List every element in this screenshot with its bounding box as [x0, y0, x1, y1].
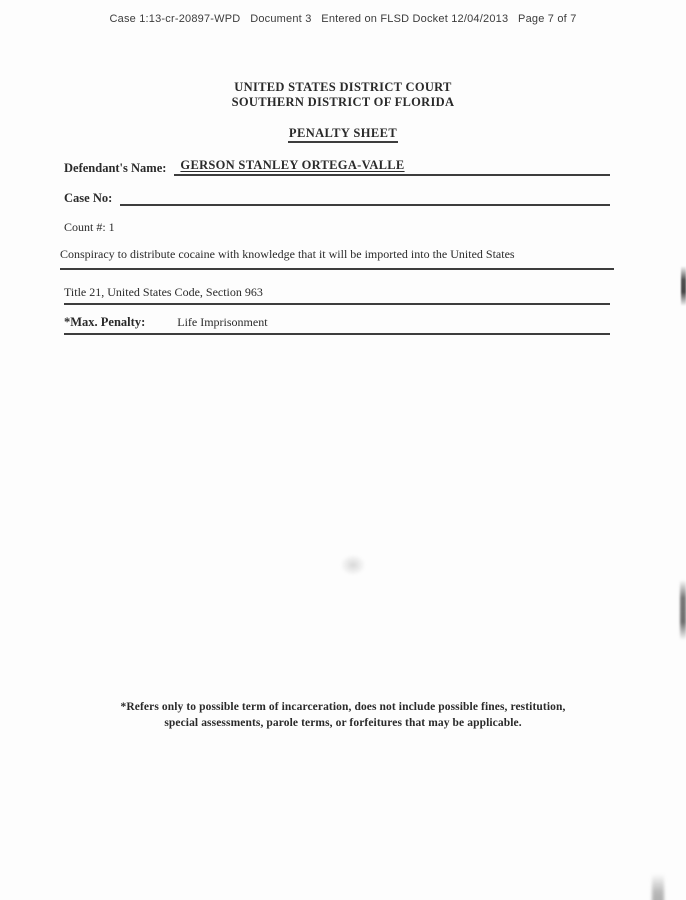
court-title — [0, 80, 686, 109]
scan-edge-artifact-bottom — [652, 874, 664, 900]
statute-citation-line: Title 21, United States Code, Section 963 — [64, 285, 610, 305]
scan-edge-artifact-middle — [680, 580, 686, 640]
max-penalty-label: *Max. Penalty: — [64, 315, 146, 329]
case-no-row — [64, 188, 610, 206]
defendant-name-row — [64, 158, 610, 176]
defendant-name-value: GERSON STANLEY ORTEGA-VALLE — [180, 158, 405, 172]
court-name-line1: UNITED STATES DISTRICT COURT — [234, 80, 452, 94]
scan-edge-artifact-upper — [681, 266, 686, 306]
document-title: PENALTY SHEET — [288, 126, 398, 143]
scan-smudge-artifact — [336, 551, 370, 579]
defendant-name-line — [174, 158, 610, 176]
penalty-footnote — [0, 699, 686, 731]
footnote-line1: *Refers only to possible term of incarceration, does not include possible fines, restitution, — [120, 701, 566, 713]
charge-description-line: Conspiracy to distribute cocaine with knowledge that it will be imported into the United States — [60, 247, 614, 270]
max-penalty-value: Life Imprisonment — [177, 315, 268, 329]
case-no-label: Case No: — [64, 191, 113, 205]
case-docket-stamp: Case 1:13-cr-20897-WPD Document 3 Entered on FLSD Docket 12/04/2013 Page 7 of 7 — [109, 13, 577, 25]
document-title-block — [0, 124, 686, 142]
case-no-line — [120, 188, 610, 206]
footnote-line2: special assessments, parole terms, or forfeitures that may be applicable. — [164, 717, 522, 729]
defendant-name-label: Defendant's Name: — [64, 161, 167, 175]
max-penalty-row — [64, 315, 610, 335]
count-number-line: Count #: 1 — [64, 220, 115, 234]
court-name-line2: SOUTHERN DISTRICT OF FLORIDA — [231, 94, 455, 109]
